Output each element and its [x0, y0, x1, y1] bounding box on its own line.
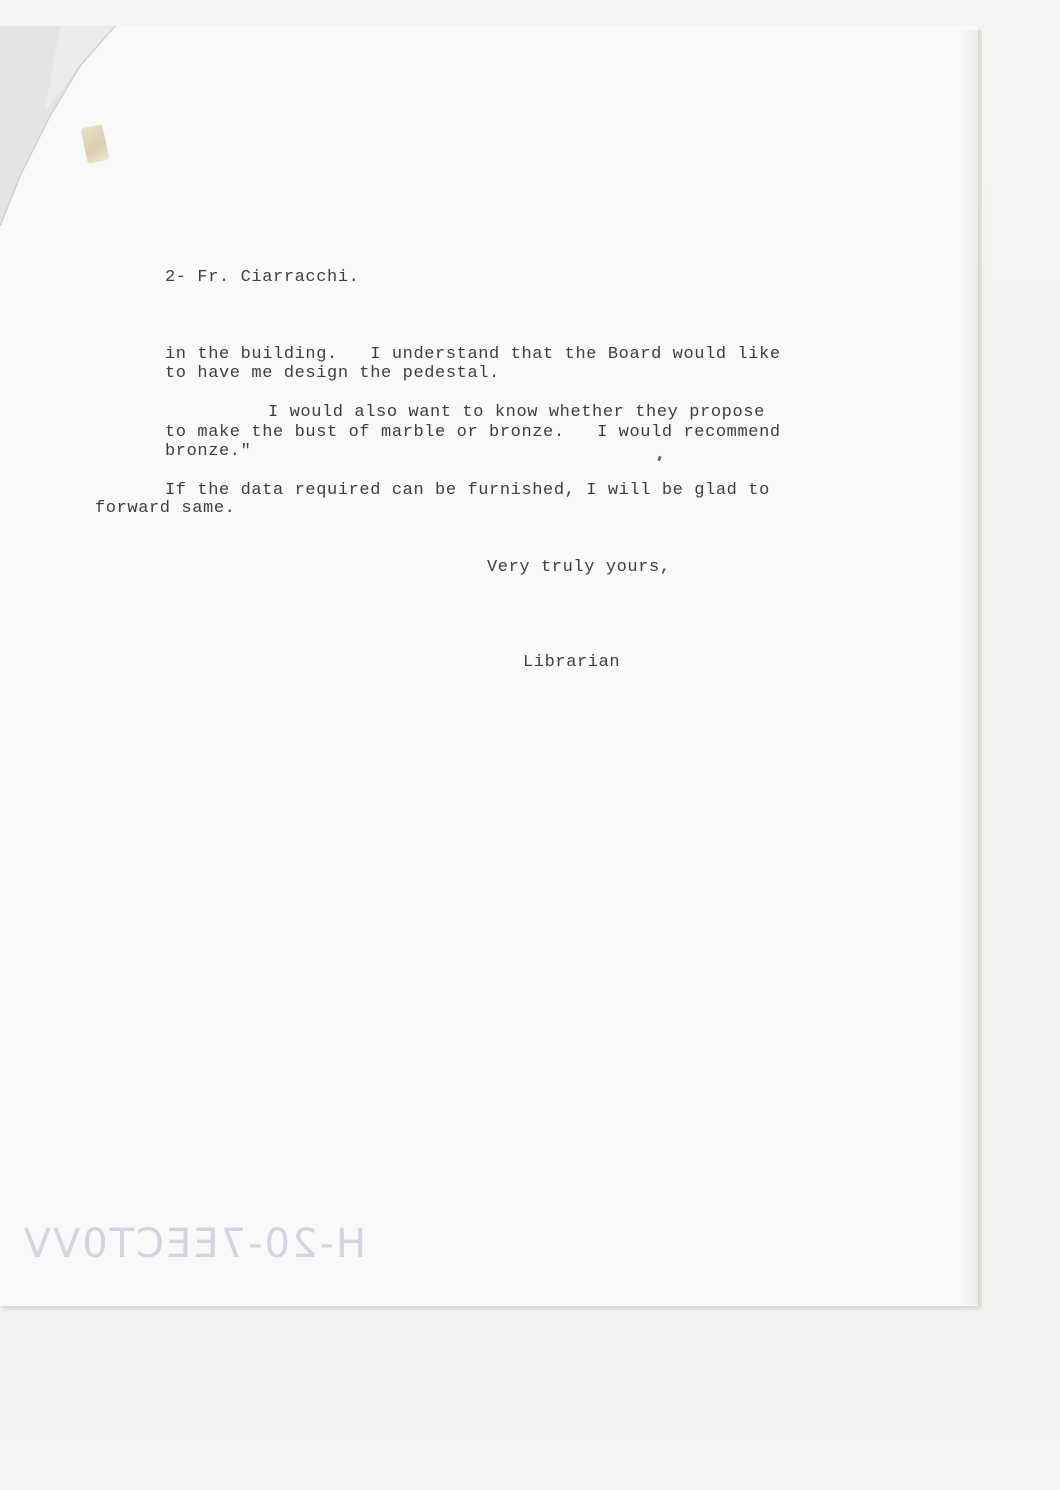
- accession-number-show-through: H-20-7EECT0VV: [21, 1221, 366, 1267]
- signature-title: Librarian: [523, 653, 621, 672]
- sheet-edge-shadow: [960, 30, 982, 1305]
- torn-corner: [0, 26, 140, 226]
- paragraph-2-line-2: to make the bust of marble or bronze. I would recommend: [165, 423, 781, 442]
- complimentary-close: Very truly yours,: [487, 558, 671, 577]
- paragraph-2-line-3: bronze.": [165, 442, 252, 461]
- paragraph-1-line-1: in the building. I understand that the Board would like: [165, 345, 781, 364]
- paper-sheet: [0, 26, 978, 1306]
- paragraph-3-line-2: forward same.: [95, 499, 236, 518]
- paragraph-3-line-1: If the data required can be furnished, I will be glad to: [165, 481, 770, 500]
- paragraph-2-line-1: I would also want to know whether they propose: [268, 403, 765, 422]
- page-header: 2- Fr. Ciarracchi.: [165, 268, 360, 287]
- paragraph-1-line-2: to have me design the pedestal.: [165, 364, 500, 383]
